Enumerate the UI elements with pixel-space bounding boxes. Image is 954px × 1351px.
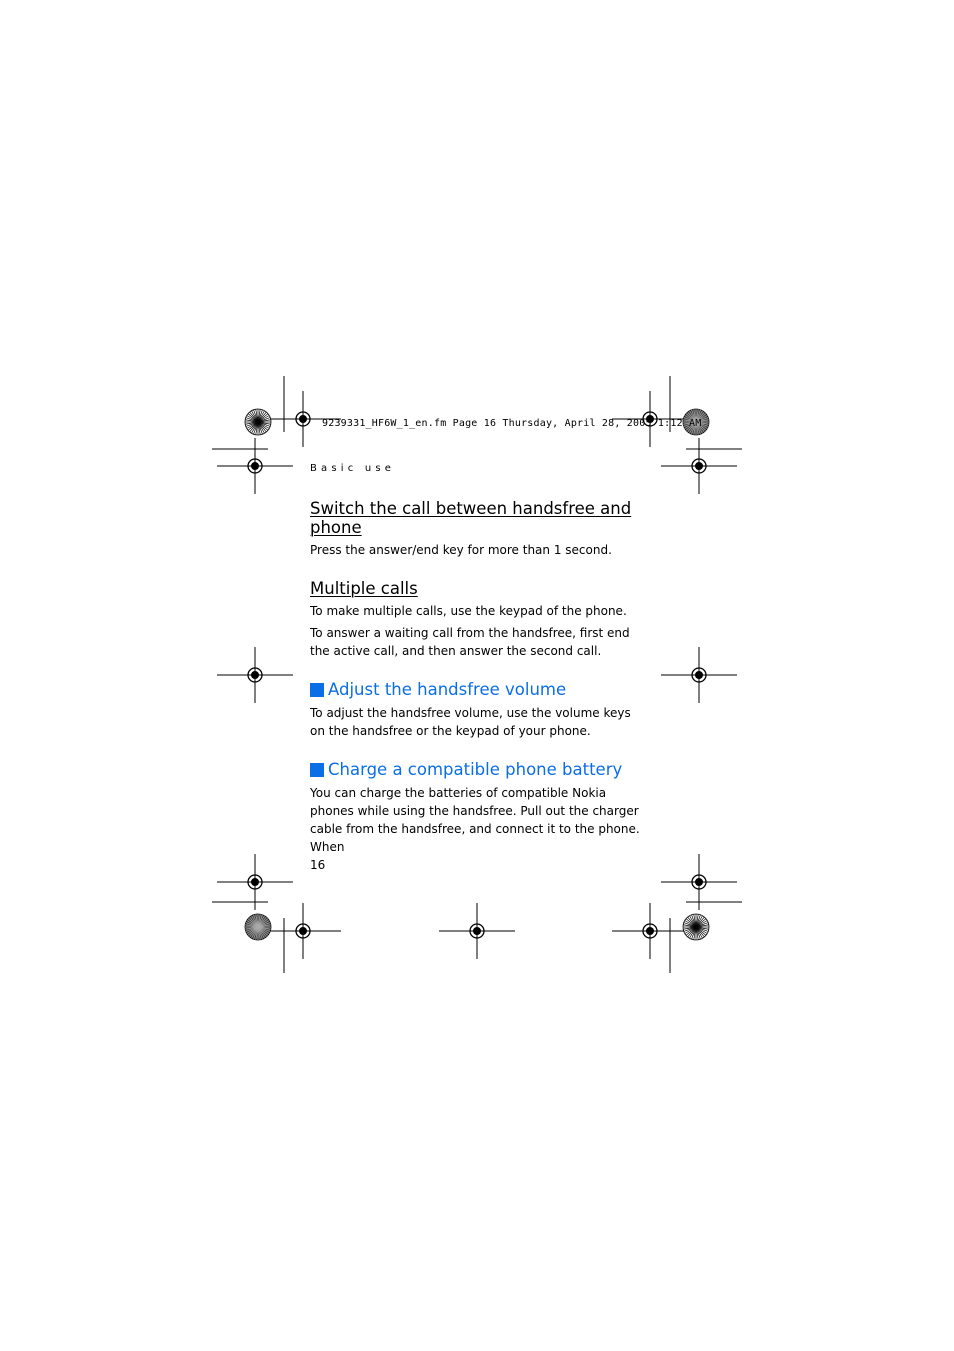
paragraph-charge-battery: You can charge the batteries of compatible Nokia phones while using the handsfree. Pull out the charger cable from the handsfree, and connect it to the phone. When bbox=[310, 786, 640, 854]
registration-mark-icon bbox=[265, 903, 341, 959]
running-header: Basic use bbox=[310, 463, 396, 474]
registration-mark-icon bbox=[612, 903, 688, 959]
heading-adjust-volume bbox=[310, 680, 566, 699]
registration-mark-icon bbox=[439, 903, 515, 959]
page-number: 16 bbox=[310, 858, 326, 872]
registration-mark-icon bbox=[217, 647, 293, 703]
heading-switch-call: Switch the call between handsfree and phone bbox=[310, 499, 632, 537]
paragraph-adjust-volume: To adjust the handsfree volume, use the volume keys on the handsfree or the keypad of your phone. bbox=[310, 706, 631, 738]
paragraph-multiple-calls-1: To make multiple calls, use the keypad of the phone. bbox=[310, 604, 627, 618]
heading-charge-battery-text: Charge a compatible phone battery bbox=[328, 760, 623, 779]
color-bar-star-icon bbox=[245, 409, 271, 435]
file-slug: 9239331_HF6W_1_en.fm Page 16 Thursday, April 28, 2005 1:12 AM bbox=[322, 418, 702, 429]
paragraph-multiple-calls-2: To answer a waiting call from the handsfree, first end the active call, and then answer the second call. bbox=[310, 626, 630, 658]
color-bar-star-icon bbox=[245, 914, 271, 940]
registration-mark-icon bbox=[661, 438, 737, 494]
square-bullet-icon bbox=[310, 763, 324, 777]
heading-multiple-calls: Multiple calls bbox=[310, 579, 418, 598]
color-bar-star-icon bbox=[683, 914, 709, 940]
square-bullet-icon bbox=[310, 683, 324, 697]
registration-mark-icon bbox=[217, 438, 293, 494]
paragraph-switch-call: Press the answer/end key for more than 1 second. bbox=[310, 543, 612, 557]
heading-charge-battery bbox=[310, 760, 622, 779]
registration-mark-icon bbox=[661, 647, 737, 703]
heading-adjust-volume-text: Adjust the handsfree volume bbox=[328, 680, 567, 699]
